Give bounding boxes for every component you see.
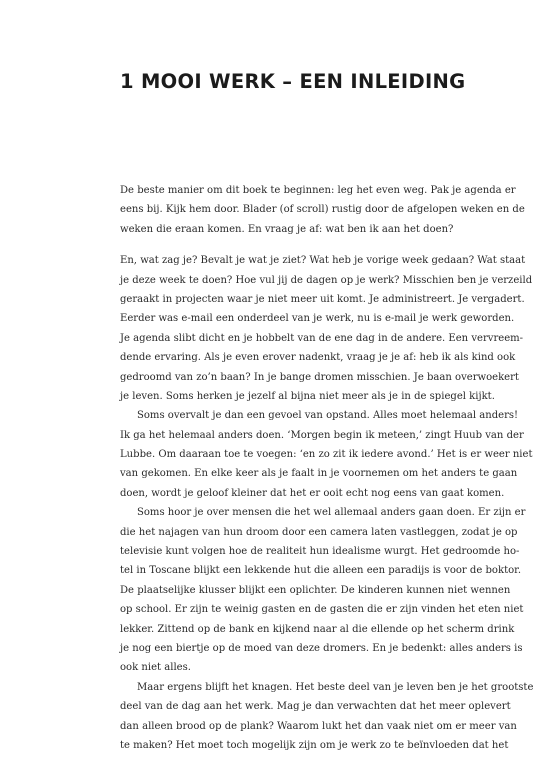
text-line: van gekomen. En elke keer als je faalt in je voornemen om het anders te gaan (120, 468, 518, 480)
paragraph (120, 503, 526, 678)
text-line: tel in Toscane blijkt een lekkende hut die alleen een paradijs is voor de boktor. (120, 565, 522, 577)
paragraph (120, 181, 525, 239)
text-line: De beste manier om dit boek te beginnen: leg het even weg. Pak je agenda er (120, 185, 516, 196)
text-line: Soms overvalt je dan een gevoel van opstand. Alles moet helemaal anders! (137, 410, 519, 422)
paragraph (120, 251, 533, 406)
text-line: Eerder was e-mail een onderdeel van je werk, nu is e-mail je werk geworden. (120, 313, 515, 325)
text-line: Soms hoor je over mensen die het wel allemaal anders gaan doen. Er zijn er (137, 507, 526, 519)
text-line: eens bij. Kijk hem door. Blader (of scroll) rustig door de afgelopen weken en de (120, 204, 525, 216)
text-line: geraakt in projecten waar je niet meer uit komt. Je administreert. Je vergadert. (120, 293, 525, 305)
text-line: Lubbe. Om daaraan toe te voegen: ‘en zo zit ik iedere avond.’ Het is er weer niet (120, 449, 533, 461)
text-line: je deze week te doen? Hoe vul jij de dagen op je werk? Misschien ben je verzeild (120, 274, 533, 286)
text-line: je leven. Soms herken je jezelf al bijna niet meer als je in de spiegel kijkt. (120, 390, 495, 402)
text-line: De plaatselijke klusser blijkt een oplichter. De kinderen kunnen niet wennen (120, 584, 511, 596)
paragraph (120, 678, 534, 756)
text-line: lekker. Zittend op de bank en kijkend naar al die ellende op het scherm drink (120, 623, 515, 635)
text-line: dende ervaring. Als je even erover nadenkt, vraag je je af: heb ik als kind ook (120, 352, 516, 364)
body-text (120, 181, 534, 755)
text-line: dan alleen brood op de plank? Waarom lukt het dan vaak niet om er meer van (120, 720, 517, 732)
text-line: weken die eraan komen. En vraag je af: wat ben ik aan het doen? (120, 223, 454, 235)
text-line: ook niet alles. (120, 662, 191, 674)
text-line: gedroomd van zo’n baan? In je bange dromen misschien. Je baan overwoekert (120, 371, 519, 383)
text-line: je nog een biertje op de moed van deze dromers. En je bedenkt: alles anders is (120, 642, 523, 654)
text-line: die het najagen van hun droom door een camera laten vastleggen, zodat je op (120, 526, 518, 538)
text-line: Maar ergens blijft het knagen. Het beste deel van je leven ben je het grootste (137, 681, 534, 693)
text-line: Ik ga het helemaal anders doen. ‘Morgen begin ik meteen,’ zingt Huub van der (120, 429, 524, 441)
text-line: deel van de dag aan het werk. Mag je dan verwachten dat het meer oplevert (120, 701, 511, 713)
chapter-title: 1 MOOI WERK – EEN INLEIDING (120, 70, 466, 93)
text-line: televisie kunt volgen hoe de realiteit hun idealisme wurgt. Het gedroomde ho- (120, 546, 520, 558)
text-line: op school. Er zijn te weinig gasten en de gasten die er zijn vinden het eten niet (120, 604, 524, 616)
paragraph (120, 406, 533, 503)
text-line: Je agenda slibt dicht en je hobbelt van de ene dag in de andere. Een vervreem- (120, 332, 524, 344)
text-line: doen, wordt je geloof kleiner dat het er ooit echt nog eens van gaat komen. (120, 487, 505, 499)
text-line: te maken? Het moet toch mogelijk zijn om je werk zo te beïnvloeden dat het (120, 739, 509, 751)
paragraph-gap (120, 239, 482, 251)
text-line: En, wat zag je? Bevalt je wat je ziet? Wat heb je vorige week gedaan? Wat staat (120, 255, 526, 267)
